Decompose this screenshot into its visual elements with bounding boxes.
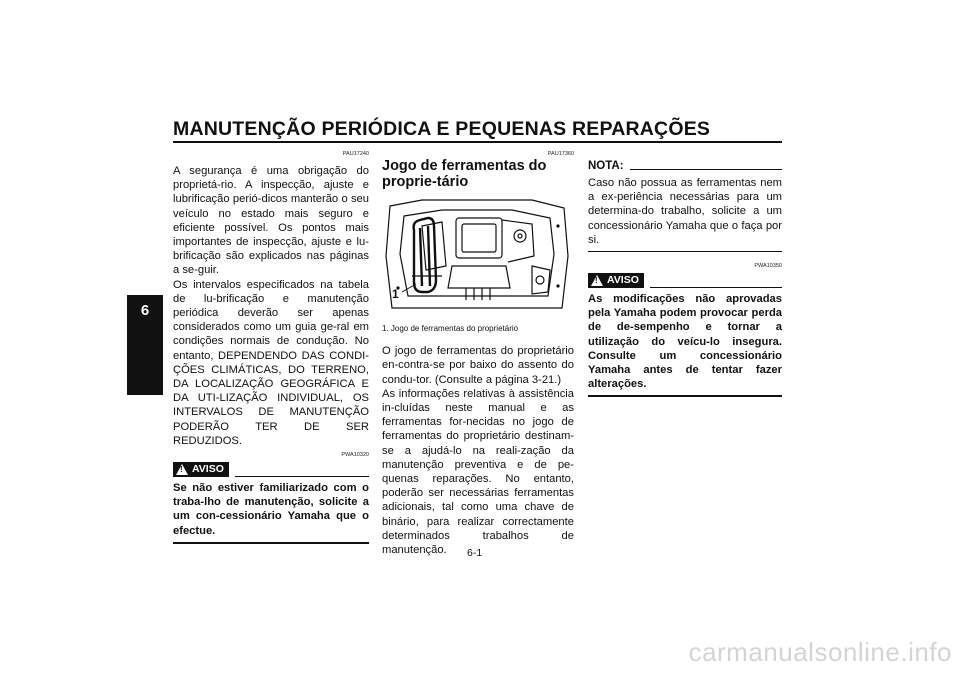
note-text: Caso não possua as ferramentas nem a ex-periência necessárias para um determina-do trabalho, solicite a um concessionário Yamaha que o faça por si. (588, 177, 782, 246)
warning-label: AVISO (192, 463, 224, 476)
assistance-paragraph: As informações relativas à assistência in-cluídas neste manual e as ferramentas for-necidas no jogo de ferramentas do proprietário destinam-se a ajudá-lo na reali-zação da manutenção preventiva e de pe-quenas reparações. No entanto, poderão ser necessárias ferramentas adicionais, tal como uma chave de binário, para realizar correctamente determinados trabalhos de manutenção. (382, 387, 574, 557)
column-1 (173, 150, 369, 544)
warning-rule (235, 476, 369, 477)
warning-code: PWA10350 (754, 263, 782, 270)
warning-header (588, 272, 782, 288)
warning-text: Se não estiver familiarizado com o traba-lho de manutenção, solicite a um con-cessionário Yamaha que o efectue. (173, 482, 369, 537)
figure-caption: 1. Jogo de ferramentas do proprietário (382, 324, 519, 333)
note-header (588, 158, 782, 173)
warning-code: PWA10320 (341, 452, 369, 459)
toolkit-illustration (382, 196, 572, 316)
reference-code: PAU17240 (342, 151, 369, 157)
page-number: 6-1 (467, 547, 483, 559)
section-title: Jogo de ferramentas do proprie-tário (382, 158, 547, 190)
warning-text: As modificações não aprovadas pela Yamaha podem provocar perda de de-sempenho e tornar a utilização do veícu-lo insegura. Consulte um concessionário Yamaha antes de tentar fazer alterações. (588, 293, 782, 391)
warning-end-rule (588, 395, 782, 397)
callout-number: 1 (392, 287, 399, 301)
column-2 (382, 150, 574, 557)
chapter-number: 6 (140, 302, 150, 319)
warning-rule (650, 287, 782, 288)
warning-badge (173, 462, 229, 477)
intro-paragraph: A segurança é uma obrigação do proprietá-rio. A inspecção, ajuste e lubrificação perió-dicos manterão o seu veículo no estado mais seguro e eficiente possível. Os pontos mais importantes de inspecção, ajuste e lu-brificação são explicados nas páginas a se-guir. (173, 165, 369, 277)
intervals-paragraph: Os intervalos especificados na tabela de lu-brificação e manutenção periódica deverão ser apenas considerados como um guia ge-ral em condições normais de condução. No entanto, DEPENDENDO DAS CONDI-ÇÕES CLIMÁTICAS, DO TERRENO, DA LOCALIZAÇÃO GEOGRÁFICA E DA UTI-LIZAÇÃO INDIVIDUAL, OS INTERVALOS DE MANUTENÇÃO PODERÃO TER DE SER REDUZIDOS. (173, 278, 369, 447)
warning-triangle-icon (176, 464, 188, 475)
warning-end-rule (173, 542, 369, 544)
warning-label: AVISO (607, 274, 639, 287)
title-rule (173, 141, 782, 143)
warning-badge (588, 273, 644, 288)
note-label: NOTA: (588, 159, 624, 172)
page-title: MANUTENÇÃO PERIÓDICA E PEQUENAS REPARAÇÕES (173, 118, 711, 140)
chapter-tab (127, 295, 163, 395)
watermark: carmanualsonline.info (688, 637, 952, 667)
note-end-rule (588, 251, 782, 252)
toolkit-figure (382, 196, 572, 316)
warning-triangle-icon (591, 275, 603, 286)
reference-code: PAU17360 (547, 151, 574, 157)
warning-header (173, 461, 369, 477)
location-paragraph: O jogo de ferramentas do proprietário en-contra-se por baixo do assento do condu-tor. (Consulte a página 3-21.) (382, 345, 574, 386)
note-rule (630, 169, 782, 170)
column-3 (588, 150, 782, 397)
